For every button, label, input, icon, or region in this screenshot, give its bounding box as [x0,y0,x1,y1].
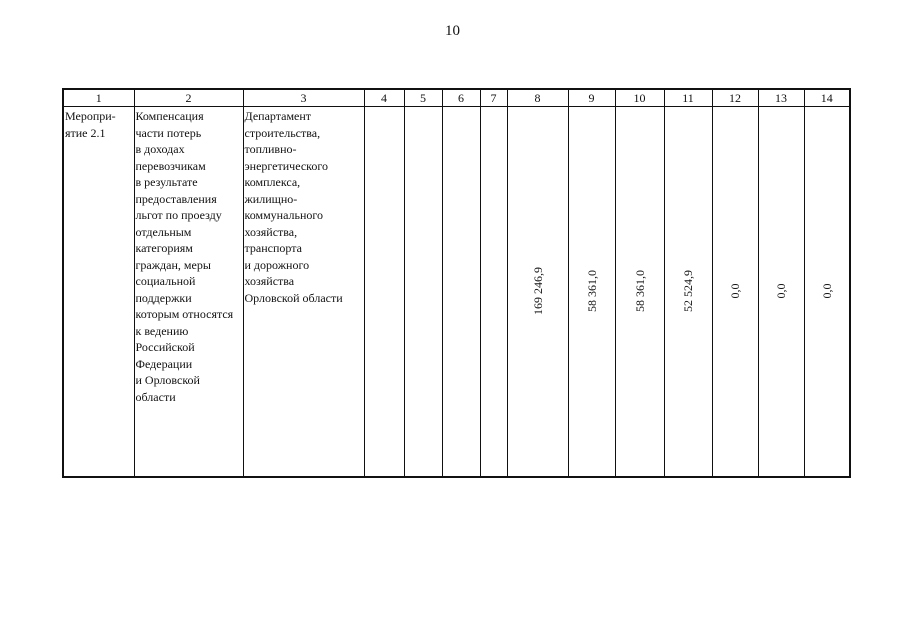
header-row [63,89,850,107]
column-header-5: 5 [404,89,442,107]
table-row [63,107,850,478]
description-cell [134,107,243,478]
column-header-11: 11 [664,89,712,107]
column-header-3: 3 [243,89,364,107]
cell-col-8 [507,107,568,478]
cell-col-11 [664,107,712,478]
activity-cell [63,107,134,478]
cell-col-5 [404,107,442,478]
cell-col-9 [568,107,615,478]
page-number: 10 [445,23,460,39]
column-header-9: 9 [568,89,615,107]
value-col-8: 169 246,9 [530,267,545,315]
responsible-executor: Департамент строительства, топливно- энергетического комплекса, жилищно- коммунального хозяйства, транспорта и дорожного хозяйства Орловской области [244,109,343,305]
column-header-2: 2 [134,89,243,107]
activity-description: Компенсация части потерь в доходах перевозчикам в результате предоставления льгот по проезду отдельным категориям граждан, меры социальной поддержки которым относятся к ведению Российской Федерации и Орловской области [135,109,234,404]
cell-col-4 [364,107,404,478]
program-table [62,88,851,478]
value-col-12: 0,0 [728,283,742,299]
column-header-10: 10 [615,89,664,107]
column-header-4: 4 [364,89,404,107]
cell-col-14 [804,107,850,478]
column-header-8: 8 [507,89,568,107]
activity-name: Меропри- ятие 2.1 [65,109,116,140]
value-col-14: 0,0 [819,283,834,299]
column-header-6: 6 [442,89,480,107]
value-col-11: 52 524,9 [681,270,695,312]
column-header-7: 7 [480,89,507,107]
column-header-13: 13 [758,89,804,107]
column-header-14: 14 [804,89,850,107]
executor-cell [243,107,364,478]
value-col-13: 0,0 [774,283,788,299]
cell-col-6 [442,107,480,478]
value-col-9: 58 361,0 [584,270,599,312]
value-col-10: 58 361,0 [632,270,647,312]
cell-col-7 [480,107,507,478]
cell-col-10 [615,107,664,478]
column-header-1: 1 [63,89,134,107]
cell-col-12 [712,107,758,478]
cell-col-13 [758,107,804,478]
column-header-12: 12 [712,89,758,107]
